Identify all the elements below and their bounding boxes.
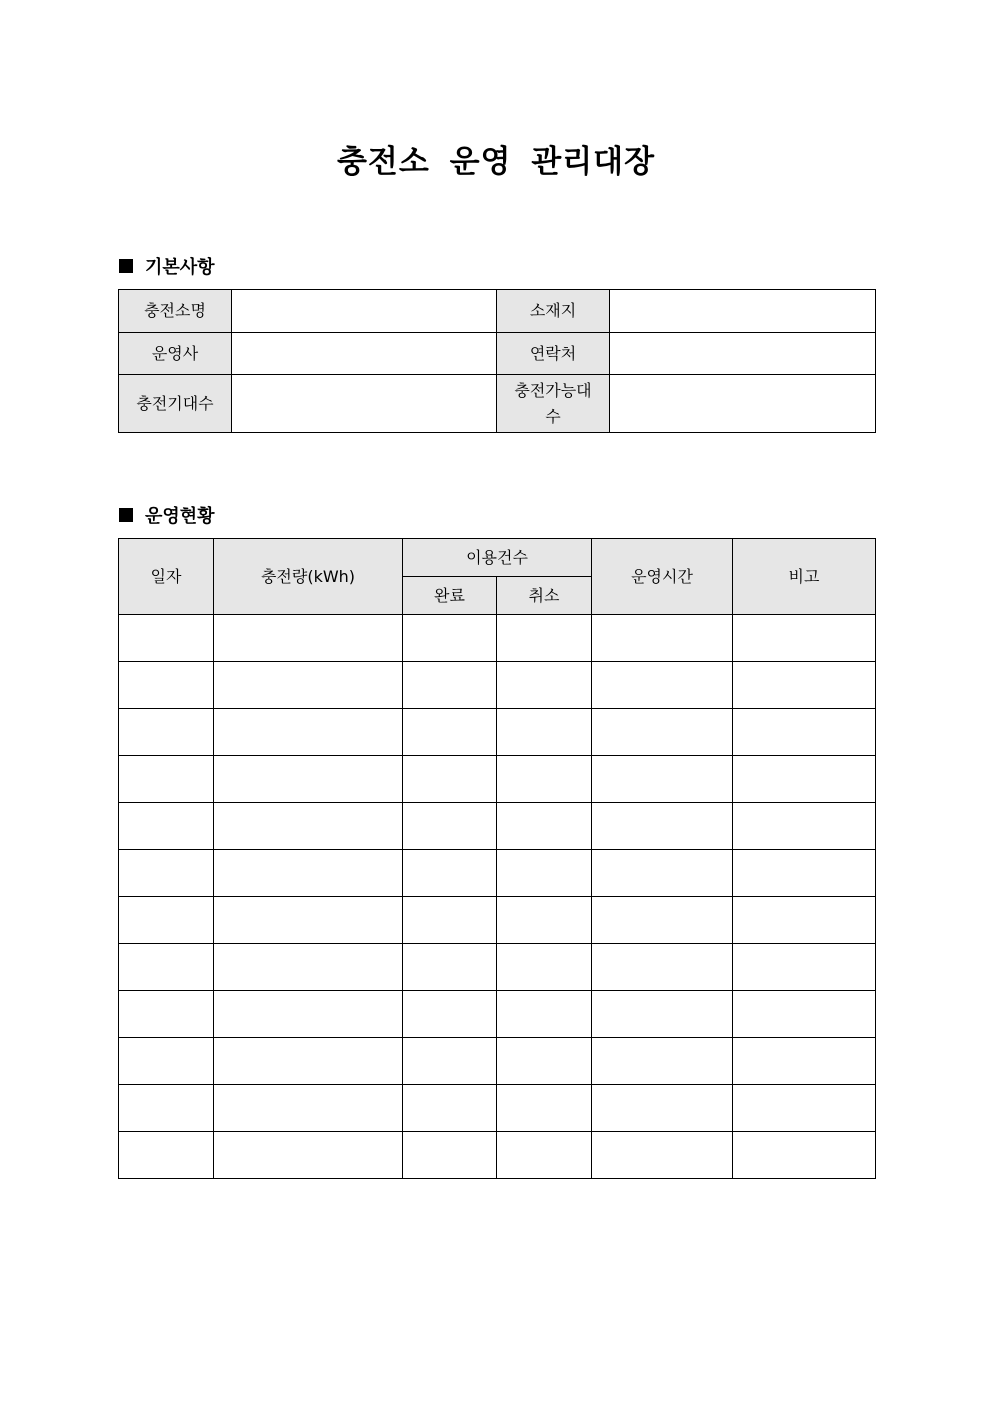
operating-hours-cell[interactable] [592,991,733,1038]
note-cell[interactable] [733,1085,876,1132]
date-cell[interactable] [119,803,214,850]
date-cell[interactable] [119,897,214,944]
completed-cell[interactable] [403,991,497,1038]
operating-hours-cell[interactable] [592,756,733,803]
operating-hours-cell[interactable] [592,662,733,709]
document-title: 충전소 운영 관리대장 [336,144,656,180]
completed-cell[interactable] [403,944,497,991]
charge-amount-cell[interactable] [214,1038,403,1085]
operating-hours-cell[interactable] [592,1132,733,1179]
note-cell[interactable] [733,803,876,850]
completed-cell[interactable] [403,709,497,756]
charge-amount-cell[interactable] [214,944,403,991]
cancelled-cell[interactable] [497,944,592,991]
table-row [119,615,876,662]
operating-hours-cell[interactable] [592,944,733,991]
charge-amount-cell[interactable] [214,1132,403,1179]
cancelled-cell[interactable] [497,709,592,756]
operating-hours-cell[interactable] [592,850,733,897]
charger-count-field[interactable] [232,375,497,433]
date-cell[interactable] [119,1038,214,1085]
completed-cell[interactable] [403,897,497,944]
note-cell[interactable] [733,756,876,803]
table-row [119,850,876,897]
station-name-label: 충전소명 [119,290,232,333]
square-bullet-icon [119,259,133,273]
cancelled-cell[interactable] [497,1132,592,1179]
basic-row [119,375,876,433]
note-cell[interactable] [733,1132,876,1179]
basic-info-table [118,289,876,433]
cancelled-cell[interactable] [497,991,592,1038]
date-header: 일자 [119,539,214,615]
note-cell[interactable] [733,944,876,991]
completed-cell[interactable] [403,662,497,709]
section-heading-basic [119,253,215,279]
operating-hours-header: 운영시간 [592,539,733,615]
table-row [119,709,876,756]
note-cell[interactable] [733,897,876,944]
note-cell[interactable] [733,1038,876,1085]
table-row [119,756,876,803]
charge-amount-cell[interactable] [214,756,403,803]
completed-cell[interactable] [403,803,497,850]
table-row [119,1132,876,1179]
section-heading-basic-label: 기본사항 [145,257,215,278]
date-cell[interactable] [119,615,214,662]
cancelled-cell[interactable] [497,897,592,944]
cancelled-header: 취소 [497,577,592,615]
section-heading-operation-label: 운영현황 [145,506,215,527]
date-cell[interactable] [119,944,214,991]
chargeable-count-label: 충전가능대수 [497,375,610,433]
completed-cell[interactable] [403,1132,497,1179]
operation-status-table [118,538,876,1179]
date-cell[interactable] [119,850,214,897]
charge-amount-cell[interactable] [214,803,403,850]
charger-count-label: 충전기대수 [119,375,232,433]
operating-hours-cell[interactable] [592,1038,733,1085]
operating-hours-cell[interactable] [592,709,733,756]
cancelled-cell[interactable] [497,803,592,850]
cancelled-cell[interactable] [497,662,592,709]
charge-amount-cell[interactable] [214,991,403,1038]
table-row [119,897,876,944]
completed-cell[interactable] [403,756,497,803]
cancelled-cell[interactable] [497,1085,592,1132]
contact-label: 연락처 [497,333,610,375]
note-cell[interactable] [733,615,876,662]
date-cell[interactable] [119,662,214,709]
completed-cell[interactable] [403,1085,497,1132]
completed-cell[interactable] [403,850,497,897]
date-cell[interactable] [119,1085,214,1132]
charge-amount-cell[interactable] [214,662,403,709]
charge-amount-cell[interactable] [214,1085,403,1132]
operating-hours-cell[interactable] [592,897,733,944]
basic-row [119,290,876,333]
date-cell[interactable] [119,1132,214,1179]
charge-amount-header: 충전량(kWh) [214,539,403,615]
table-row [119,662,876,709]
note-cell[interactable] [733,662,876,709]
operator-label: 운영사 [119,333,232,375]
chargeable-count-field[interactable] [610,375,876,433]
charge-amount-cell[interactable] [214,615,403,662]
note-header: 비고 [733,539,876,615]
operator-field[interactable] [232,333,497,375]
note-cell[interactable] [733,850,876,897]
location-field[interactable] [610,290,876,333]
cancelled-cell[interactable] [497,1038,592,1085]
table-row [119,1038,876,1085]
charge-amount-cell[interactable] [214,897,403,944]
date-cell[interactable] [119,756,214,803]
cancelled-cell[interactable] [497,756,592,803]
date-cell[interactable] [119,991,214,1038]
operating-hours-cell[interactable] [592,1085,733,1132]
completed-cell[interactable] [403,615,497,662]
section-heading-operation [119,502,215,528]
table-row [119,803,876,850]
header-row [119,539,876,577]
operating-hours-cell[interactable] [592,803,733,850]
note-cell[interactable] [733,991,876,1038]
square-bullet-icon [119,508,133,522]
usage-count-header: 이용건수 [403,539,592,577]
operating-hours-cell[interactable] [592,615,733,662]
table-row [119,1085,876,1132]
note-cell[interactable] [733,709,876,756]
station-name-field[interactable] [232,290,497,333]
table-row [119,991,876,1038]
table-row [119,944,876,991]
contact-field[interactable] [610,333,876,375]
location-label: 소재지 [497,290,610,333]
cancelled-cell[interactable] [497,615,592,662]
date-cell[interactable] [119,709,214,756]
cancelled-cell[interactable] [497,850,592,897]
charge-amount-cell[interactable] [214,850,403,897]
completed-cell[interactable] [403,1038,497,1085]
basic-row [119,333,876,375]
charge-amount-cell[interactable] [214,709,403,756]
completed-header: 완료 [403,577,497,615]
